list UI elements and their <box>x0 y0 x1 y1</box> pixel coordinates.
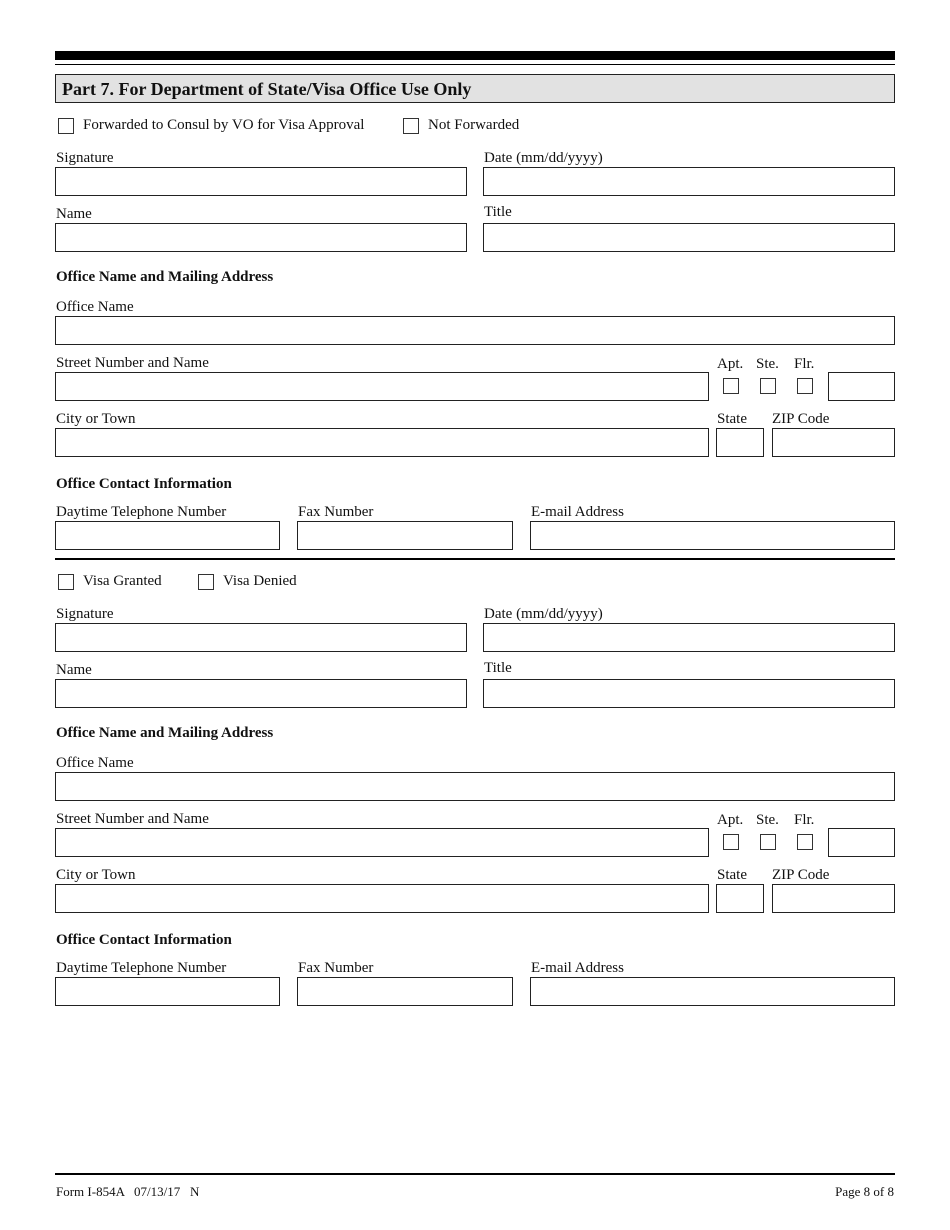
signature-field-2[interactable] <box>55 623 467 652</box>
flr-label: Flr. <box>794 356 815 372</box>
date-field[interactable] <box>483 167 895 196</box>
fax-field-2[interactable] <box>297 977 513 1006</box>
flr-checkbox-2[interactable] <box>797 834 813 850</box>
part-header-title: Part 7. For Department of State/Visa Office Use Only <box>62 79 472 99</box>
apt-checkbox[interactable] <box>723 378 739 394</box>
flr-label-2: Flr. <box>794 812 815 828</box>
name-label-2: Name <box>56 662 92 678</box>
apt-label: Apt. <box>717 356 744 372</box>
phone-label: Daytime Telephone Number <box>56 504 227 520</box>
fax-label-2: Fax Number <box>298 960 374 976</box>
title-label: Title <box>484 204 512 220</box>
zip-field-2[interactable] <box>772 884 895 913</box>
page-number: Page 8 of 8 <box>835 1184 894 1199</box>
apt-number-field-2[interactable] <box>828 828 895 857</box>
city-field-2[interactable] <box>55 884 709 913</box>
state-field-2[interactable] <box>716 884 764 913</box>
signature-label-2: Signature <box>56 606 114 622</box>
zip-label-2: ZIP Code <box>772 867 830 883</box>
phone-field-2[interactable] <box>55 977 280 1006</box>
street-label: Street Number and Name <box>56 355 209 371</box>
fax-field[interactable] <box>297 521 513 550</box>
apt-number-field[interactable] <box>828 372 895 401</box>
contact-heading: Office Contact Information <box>56 476 232 492</box>
ste-label-2: Ste. <box>756 812 779 828</box>
date-label: Date (mm/dd/yyyy) <box>484 150 603 166</box>
office-name-field-2[interactable] <box>55 772 895 801</box>
city-label: City or Town <box>56 411 136 427</box>
apt-checkbox-2[interactable] <box>723 834 739 850</box>
office-heading-2: Office Name and Mailing Address <box>56 725 274 741</box>
ste-label: Ste. <box>756 356 779 372</box>
street-label-2: Street Number and Name <box>56 811 209 827</box>
part-header <box>55 74 895 103</box>
city-label-2: City or Town <box>56 867 136 883</box>
apt-label-2: Apt. <box>717 812 744 828</box>
title-label-2: Title <box>484 660 512 676</box>
office-heading: Office Name and Mailing Address <box>56 269 274 285</box>
zip-label: ZIP Code <box>772 411 830 427</box>
title-field[interactable] <box>483 223 895 252</box>
name-label: Name <box>56 206 92 222</box>
form-id: Form I-854A 07/13/17 N <box>56 1184 200 1199</box>
visa-denied-label: Visa Denied <box>223 573 297 589</box>
phone-field[interactable] <box>55 521 280 550</box>
name-field[interactable] <box>55 223 467 252</box>
top-thick-rule <box>55 51 895 60</box>
forwarded-checkbox[interactable] <box>58 118 74 134</box>
date-label-2: Date (mm/dd/yyyy) <box>484 606 603 622</box>
state-field[interactable] <box>716 428 764 457</box>
city-field[interactable] <box>55 428 709 457</box>
state-label: State <box>717 411 747 427</box>
not-forwarded-checkbox[interactable] <box>403 118 419 134</box>
name-field-2[interactable] <box>55 679 467 708</box>
office-name-label: Office Name <box>56 299 134 315</box>
office-name-field[interactable] <box>55 316 895 345</box>
visa-granted-label: Visa Granted <box>83 573 162 589</box>
street-field[interactable] <box>55 372 709 401</box>
footer-rule <box>55 1173 895 1175</box>
email-label: E-mail Address <box>531 504 624 520</box>
state-label-2: State <box>717 867 747 883</box>
street-field-2[interactable] <box>55 828 709 857</box>
not-forwarded-label: Not Forwarded <box>428 117 520 133</box>
signature-label: Signature <box>56 150 114 166</box>
date-field-2[interactable] <box>483 623 895 652</box>
flr-checkbox[interactable] <box>797 378 813 394</box>
fax-label: Fax Number <box>298 504 374 520</box>
visa-granted-checkbox[interactable] <box>58 574 74 590</box>
visa-denied-checkbox[interactable] <box>198 574 214 590</box>
email-label-2: E-mail Address <box>531 960 624 976</box>
office-name-label-2: Office Name <box>56 755 134 771</box>
forwarded-label: Forwarded to Consul by VO for Visa Approval <box>83 117 365 133</box>
title-field-2[interactable] <box>483 679 895 708</box>
top-thin-rule <box>55 64 895 65</box>
zip-field[interactable] <box>772 428 895 457</box>
email-field-2[interactable] <box>530 977 895 1006</box>
section-divider <box>55 558 895 560</box>
ste-checkbox-2[interactable] <box>760 834 776 850</box>
phone-label-2: Daytime Telephone Number <box>56 960 227 976</box>
email-field[interactable] <box>530 521 895 550</box>
signature-field[interactable] <box>55 167 467 196</box>
ste-checkbox[interactable] <box>760 378 776 394</box>
contact-heading-2: Office Contact Information <box>56 932 232 948</box>
